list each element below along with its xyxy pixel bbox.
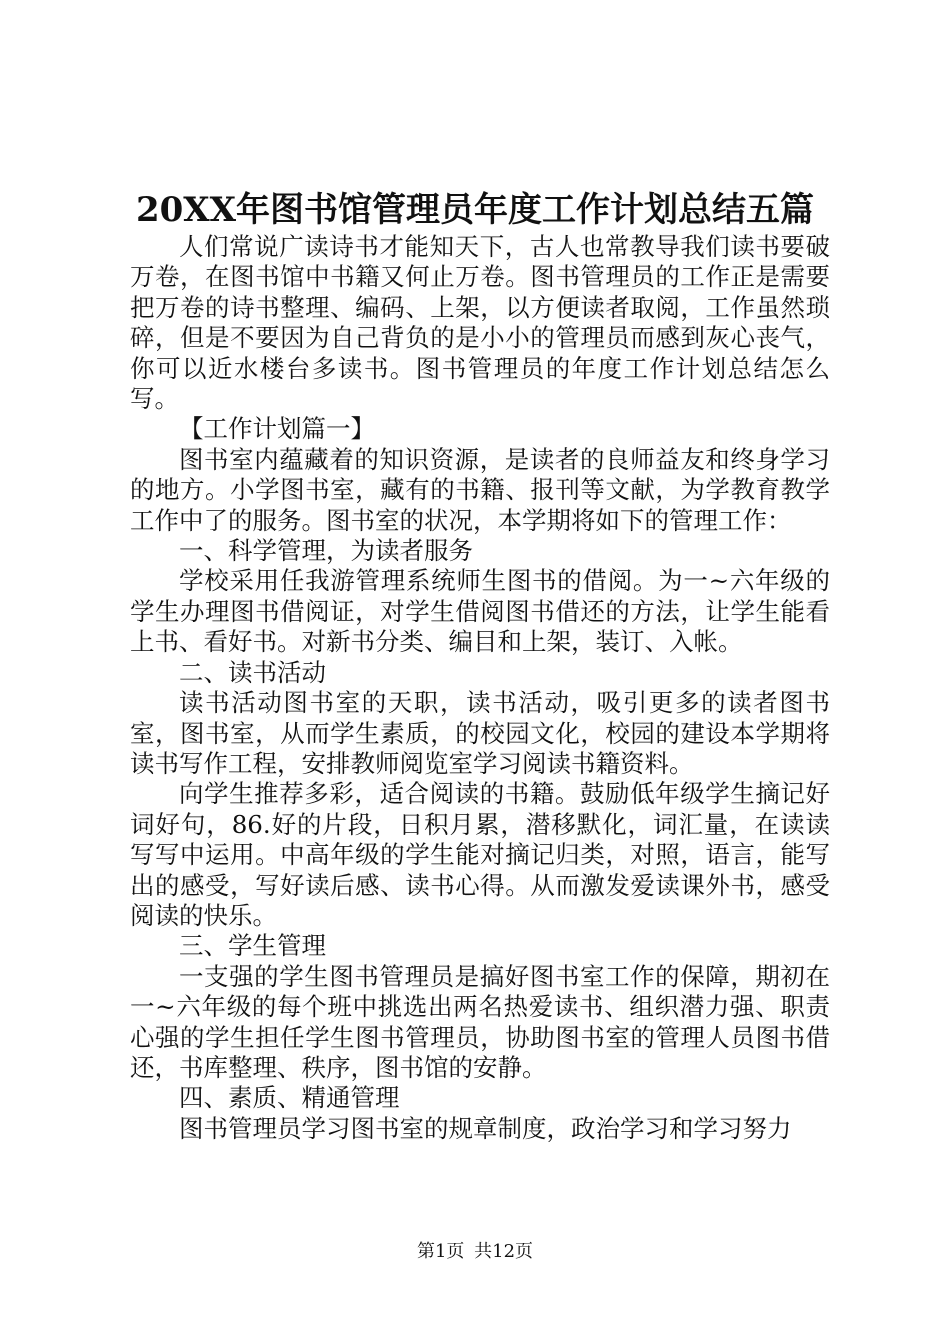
body-paragraph: 图书管理员学习图书室的规章制度，政治学习和学习努力 [179, 1113, 792, 1143]
section-heading-2: 二、读书活动 [179, 657, 326, 687]
body-paragraph: 学校采用任我游管理系统师生图书的借阅。为一~六年级的学生办理图书借阅证，对学生借阅图书借还的方法，让学生能看上书、看好书。对新书分类、编目和上架，装订、入帐。 [130, 566, 830, 657]
page-number: 第1页 [416, 1241, 465, 1262]
body-paragraph: 向学生推荐多彩，适合阅读的书籍。鼓励低年级学生摘记好词好句，86.好的片段，日积月累，潜移默化，词汇量，在读读写写中运用。中高年级的学生能对摘记归类，对照，语言，能写出的感受，写好读后感、读书心得。从而激发爱读课外书，感受阅读的快乐。 [130, 779, 830, 930]
section-heading-1: 一、科学管理，为读者服务 [179, 536, 473, 566]
intro-paragraph: 人们常说广读诗书才能知天下，古人也常教导我们读书要破万卷，在图书馆中书籍又何止万卷。图书管理员的工作正是需要把万卷的诗书整理、编码、上架，以方便读者取阅，工作虽然琐碎，但是不要因为自己背负的是小小的管理员而感到灰心丧气，你可以近水楼台多读书。图书管理员的年度工作计划总结怎么写。 [130, 232, 830, 414]
section-heading-plan-1: 【工作计划篇一】 [179, 414, 375, 444]
document-title: 20XX年图书馆管理员年度工作计划总结五篇 [135, 190, 815, 230]
document-body [130, 232, 830, 1144]
total-pages: 共12页 [474, 1241, 534, 1262]
section-heading-3: 三、学生管理 [179, 931, 326, 961]
body-paragraph: 图书室内蕴藏着的知识资源，是读者的良师益友和终身学习的地方。小学图书室，藏有的书籍、报刊等文献，为学教育教学工作中了的服务。图书室的状况，本学期将如下的管理工作： [130, 444, 830, 535]
section-heading-4: 四、素质、精通管理 [179, 1083, 400, 1113]
page-footer [0, 1240, 950, 1264]
body-paragraph: 一支强的学生图书管理员是搞好图书室工作的保障，期初在一~六年级的每个班中挑选出两名热爱读书、组织潜力强、职责心强的学生担任学生图书管理员，协助图书室的管理人员图书借还，书库整理、秩序，图书馆的安静。 [130, 961, 830, 1082]
body-paragraph: 读书活动图书室的天职，读书活动，吸引更多的读者图书室，图书室，从而学生素质，的校园文化，校园的建设本学期将读书写作工程，安排教师阅览室学习阅读书籍资料。 [130, 688, 830, 778]
